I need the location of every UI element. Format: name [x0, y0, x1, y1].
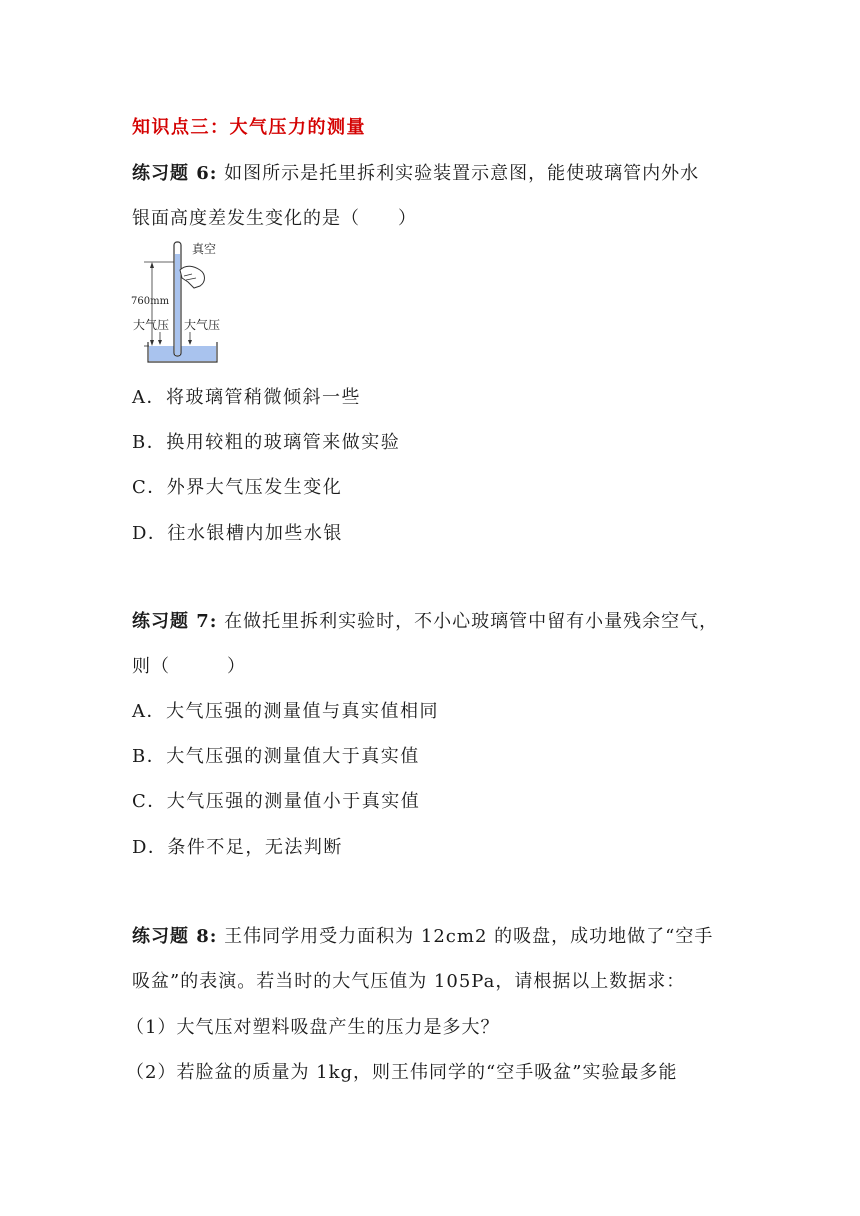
q7-label: 练习题 7:: [132, 611, 218, 632]
q6-option-b: B．换用较粗的玻璃管来做实验: [132, 432, 401, 453]
arrow-down-icon: [150, 340, 154, 346]
section-title: 知识点三：大气压力的测量: [132, 117, 366, 138]
q6-option-c: C．外界大气压发生变化: [132, 477, 343, 498]
height-label: 760mm: [131, 296, 170, 307]
q6-stem-part1: 如图所示是托里拆利实验装置示意图，能使玻璃管内外水: [224, 163, 700, 184]
mercury-in-dish: [149, 346, 216, 361]
vacuum-label: 真空: [192, 242, 217, 256]
q8-sub2: （2）若脸盆的质量为 1kg，则王伟同学的“空手吸盆”实验最多能: [126, 1062, 678, 1083]
pressure-right-label: 大气压: [184, 318, 221, 332]
arrow-up-icon: [150, 262, 154, 268]
q6-option-d: D．往水银槽内加些水银: [132, 523, 343, 544]
arrow-down-icon: [158, 340, 162, 345]
q6-option-a: A．将玻璃管稍微倾斜一些: [132, 387, 361, 408]
q7-option-c: C．大气压强的测量值小于真实值: [132, 791, 421, 812]
q8-label: 练习题 8:: [132, 926, 218, 947]
arrow-down-icon: [188, 340, 192, 345]
q7-option-b: B．大气压强的测量值大于真实值: [132, 746, 420, 767]
q8-text-line1: [132, 925, 713, 949]
q6-label: 练习题 6:: [132, 163, 218, 184]
pressure-left-label: 大气压: [133, 318, 170, 332]
q7-stem-part1: 在做托里拆利实验时，不小心玻璃管中留有小量残余空气，: [224, 611, 719, 632]
torricelli-figure: [130, 240, 222, 364]
q7-text-line1: [132, 610, 718, 634]
q8-text-line2: 吸盆”的表演。若当时的大气压值为 105Pa，请根据以上数据求：: [132, 971, 686, 992]
q6-text-line2: 银面高度差发生变化的是（ ）: [132, 208, 417, 229]
mercury-column: [175, 254, 180, 355]
q7-text-line2: 则（ ）: [132, 656, 246, 677]
q7-option-a: A．大气压强的测量值与真实值相同: [132, 701, 439, 722]
q8-stem-part1: 王伟同学用受力面积为 12cm2 的吸盘，成功地做了“空手: [224, 926, 714, 947]
q7-option-d: D．条件不足，无法判断: [132, 837, 343, 858]
torricelli-diagram: [130, 240, 222, 364]
q8-sub1: （1）大气压对塑料吸盘产生的压力是多大？: [126, 1017, 500, 1038]
q6-text-line1: [132, 162, 699, 186]
hand-icon: [180, 266, 205, 288]
